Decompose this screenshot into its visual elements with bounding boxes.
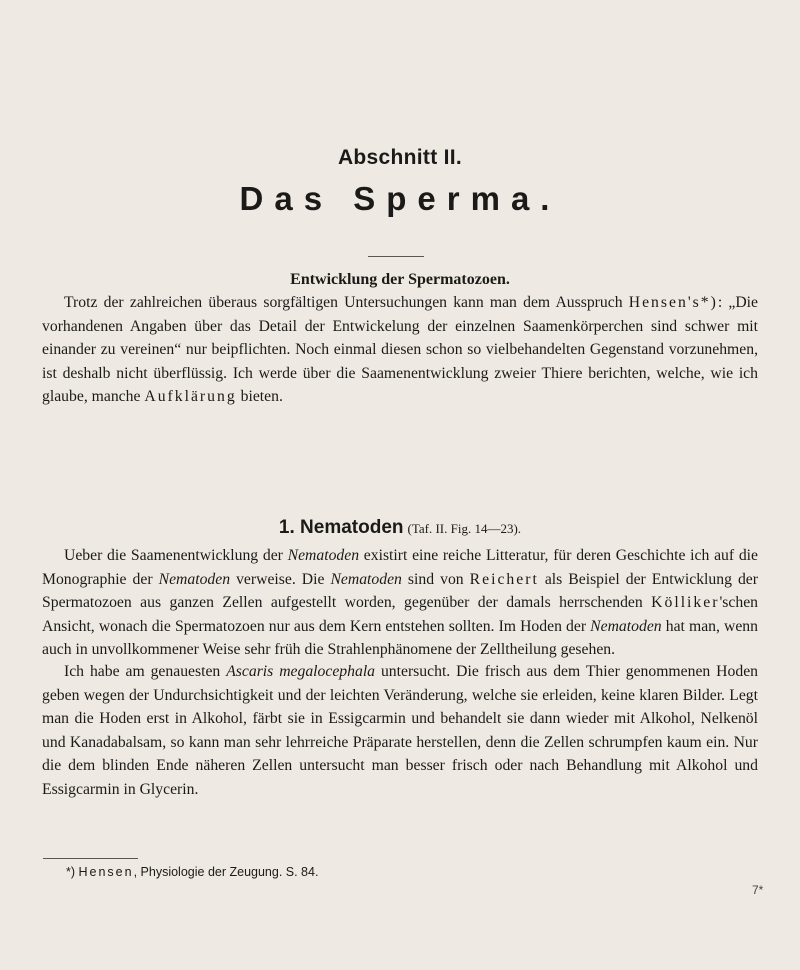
paragraph-intro [42, 291, 758, 409]
chapter-title: Das Sperma. [239, 180, 561, 217]
italic-term: Nematoden [330, 570, 402, 588]
section-heading [0, 517, 800, 539]
text-run: verweise. Die [230, 570, 331, 588]
text-run: : „Die vorhandenen Angaben über das Detail der Entwickelung der einzelnen Saamenkörperchen sind schwer mit einander zu vereinen“ nur beipflichten. Noch einmal diesen schon so vielbehandelten Gegenstand vorzunehmen, ist deshalb nicht überflüssig. Ich werde über die Saamenentwicklung zweier Thiere berichten, welche, wie ich glaube, manche [42, 294, 758, 405]
italic-term: Nematoden [158, 570, 231, 588]
text-run: existirt eine reiche Litteratur, für deren Geschichte ich auf die Monographie der [42, 547, 758, 588]
italic-term: Nematoden [590, 617, 662, 635]
author-name: Kölliker [651, 594, 720, 611]
subheading: Entwicklung der Spermatozoen. [290, 271, 510, 288]
author-name: Hensen's*) [628, 294, 718, 311]
text-run: sind von [401, 570, 470, 588]
italic-term: Ascaris megalocephala [226, 663, 376, 680]
chapter-label: Abschnitt II. [337, 146, 463, 169]
footnote-divider [43, 858, 138, 859]
page-signature: 7* [752, 883, 764, 897]
plate-reference: (Taf. II. Fig. 14—23). [407, 521, 522, 536]
author-name: Reichert [469, 570, 539, 588]
section-title: 1. Nematoden [278, 517, 404, 538]
text-run: untersucht. Die frisch aus dem Thier genommenen Hoden geben wegen der Undurchsichtigkeit und der leichten Veränderung, welche sie erleiden, keine klaren Bilder. Legt man die Hoden erst in Alkohol, färbt sie in Essigcarmin und behandelt sie dann wieder mit Alkohol, Nelkenöl und Kanadabalsam, so kann man sehr lehrreiche Präparate herstellen, denn die Zellen schrumpfen kaum ein. Nur die dem blinden Ende näheren Zellen untersucht man besser frisch oder nach Behandlung mit Alkohol und Essigcarmin in Glycerin. [42, 663, 758, 798]
text-run: als Beispiel der Entwicklung der Spermatozoen aus ganzen Zellen aufgestellt worden, gegenüber der damals herrschenden [42, 570, 758, 611]
spaced-word: Aufklärung [144, 388, 237, 405]
text-run: hat man, wenn auch in unvollkommener Weise sehr früh die Strahlenphänomene der Zelltheilung gesehen. [42, 617, 758, 658]
text-run: Trotz der zahlreichen überaus sorgfältigen Untersuchungen kann man dem Ausspruch [64, 294, 629, 311]
paragraph-ascaris [42, 660, 758, 801]
footnote-mark: *) [66, 865, 79, 879]
title-divider [368, 256, 424, 257]
paragraph-nematoden [42, 544, 758, 662]
text-run: Ueber die Saamenentwicklung der [64, 547, 288, 564]
text-run: , Physiologie der Zeugung. S. 84. [133, 865, 319, 879]
italic-term: Nematoden [287, 547, 360, 564]
author-name: Hensen [78, 865, 134, 879]
footnote [66, 865, 318, 879]
text-run: bieten. [236, 388, 283, 405]
text-run: Ich habe am genauesten [64, 663, 227, 680]
text-run: 'schen Ansicht, wonach die Spermatozoen nur aus dem Kern entstehen sollten. Im Hoden der [42, 594, 758, 635]
